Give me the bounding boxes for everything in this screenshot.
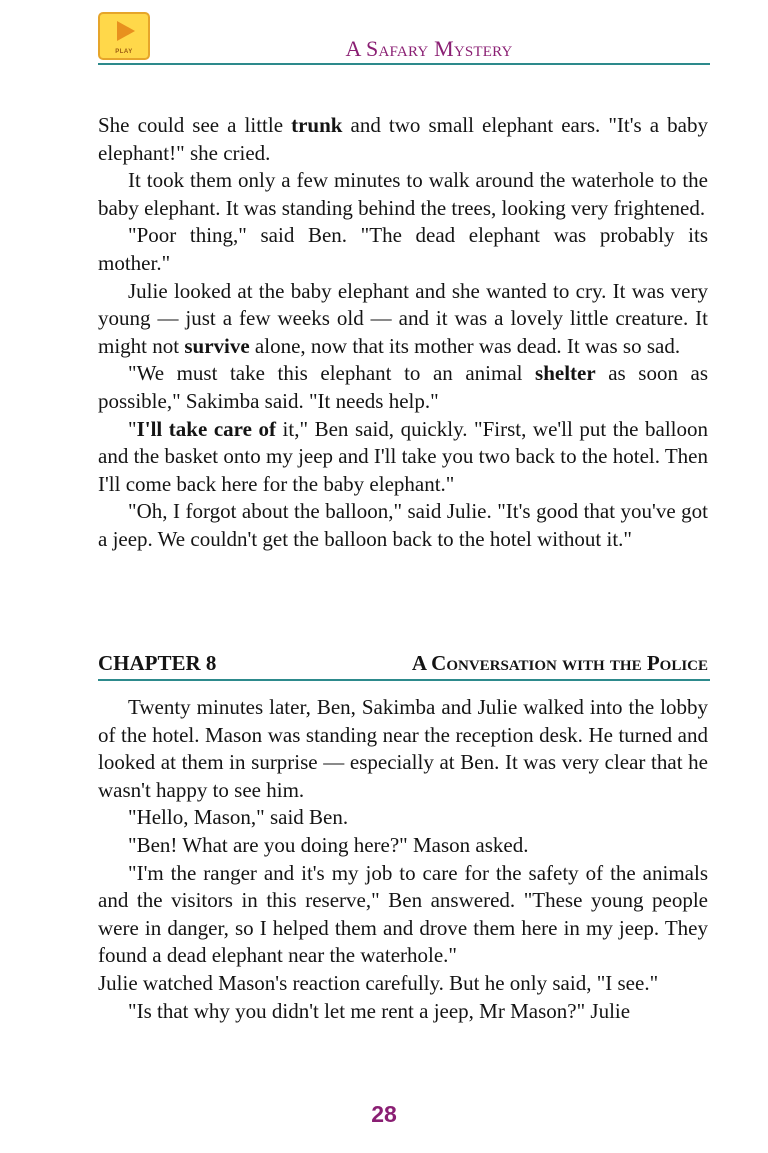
play-audio-button[interactable] <box>98 12 150 60</box>
paragraph: "Ben! What are you doing here?" Mason asked. <box>128 832 529 857</box>
header-divider <box>98 63 710 65</box>
paragraph: "I'll take care of it," Ben said, quickly. "First, we'll put the balloon and the basket onto my jeep and I'll take you two back to the hotel. Then I'll come back here for the baby elephant." <box>98 416 708 496</box>
paragraph: It took them only a few minutes to walk around the waterhole to the baby elephant. It was standing behind the trees, looking very frightened. <box>98 168 708 220</box>
paragraph: "Oh, I forgot about the balloon," said Julie. "It's good that you've got a jeep. We couldn't get the balloon back to the hotel without it." <box>98 499 708 551</box>
paragraph: Julie looked at the baby elephant and she wanted to cry. It was very young — just a few weeks old — and it was a lovely little creature. It might not survive alone, now that its mother was dead. It was so sad. <box>98 278 708 358</box>
chapter-divider <box>98 679 710 681</box>
chapter-text <box>98 694 708 1025</box>
vocab-word: shelter <box>535 361 596 386</box>
paragraph: "Is that why you didn't let me rent a jeep, Mr Mason?" Julie <box>128 998 631 1023</box>
paragraph: "We must take this elephant to an animal shelter as soon as possible," Sakimba said. "It needs help." <box>98 361 708 413</box>
paragraph: Julie watched Mason's reaction carefully. But he only said, "I see." <box>98 970 659 995</box>
paragraph: "Poor thing," said Ben. "The dead elephant was probably its mother." <box>98 223 708 275</box>
chapter-number: CHAPTER 8 <box>98 651 217 675</box>
chapter-heading <box>98 651 708 677</box>
vocab-word: trunk <box>291 113 343 137</box>
book-title: A Safary Mystery <box>345 36 513 61</box>
paragraph: She could see a little trunk and two small elephant ears. "It's a baby elephant!" she cried. <box>98 113 708 165</box>
paragraph: "Hello, Mason," said Ben. <box>128 805 349 830</box>
chapter-title: A Conversation with the Police <box>411 651 708 675</box>
vocab-word: I'll take care of <box>136 416 276 441</box>
vocab-word: survive <box>184 333 250 358</box>
play-label: PLAY <box>115 49 133 55</box>
story-text <box>98 112 708 554</box>
play-icon <box>113 19 137 43</box>
paragraph: "I'm the ranger and it's my job to care for the safety of the animals and the visitors in this reserve," Ben answered. "These young people were in danger, so I helped them and drove them here in my jeep. They found a dead elephant near the waterhole." <box>98 860 708 968</box>
paragraph: Twenty minutes later, Ben, Sakimba and Julie walked into the lobby of the hotel. Mason was standing near the reception desk. He turned and looked at them in surprise — especially at Ben. It was very clear that he wasn't happy to see him. <box>98 695 708 802</box>
page-number: 28 <box>371 1101 397 1127</box>
